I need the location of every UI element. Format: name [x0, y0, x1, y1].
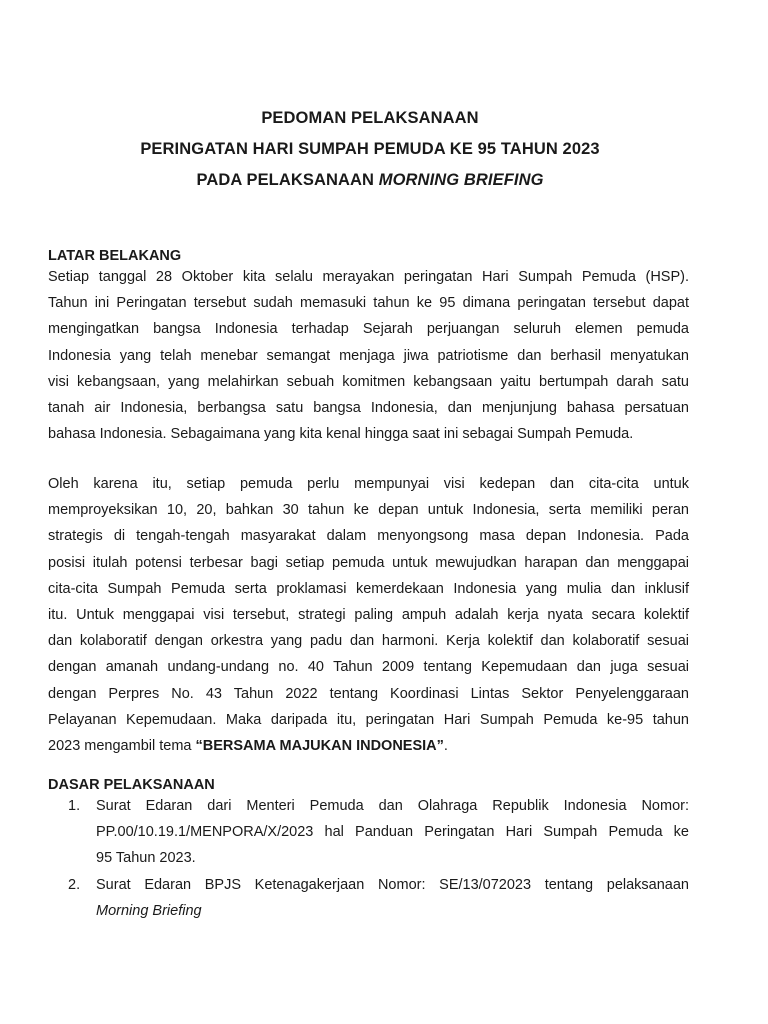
list-item-line: 95 Tahun 2023. — [96, 850, 196, 867]
paragraph-line: Pelayanan Kepemudaan. Maka daripada itu, peringatan Hari Sumpah Pemuda ke-95 tahun — [48, 711, 689, 728]
list-item-line: PP.00/10.19.1/MENPORA/X/2023 hal Panduan Peringatan Hari Sumpah Pemuda ke — [96, 824, 689, 841]
list-item-number: 2. — [68, 876, 81, 893]
paragraph-line: Indonesia yang telah menebar semangat menjaga jiwa patriotisme dan berhasil menyatukan — [48, 347, 689, 364]
document-title — [0, 103, 740, 196]
paragraph-line: bahasa Indonesia. Sebagaimana yang kita kenal hingga saat ini sebagai Sumpah Pemuda. — [48, 426, 634, 443]
list-item-line-italic: Morning Briefing — [96, 902, 202, 919]
theme-prefix: 2023 mengambil tema — [48, 738, 196, 755]
title-line-3-text: PADA PELAKSANAAN — [196, 171, 379, 189]
list-item-line: Surat Edaran BPJS Ketenagakerjaan Nomor: SE/13/072023 tentang pelaksanaan — [96, 876, 689, 893]
paragraph-line: itu. Untuk menggapai visi tersebut, strategi paling ampuh adalah kerja nyata secara kolektif — [48, 607, 689, 624]
paragraph-line: dengan amanah undang-undang no. 40 Tahun 2009 tentang Kepemudaan dan juga sesuai — [48, 659, 689, 676]
paragraph-line: posisi itulah potensi terbesar bagi setiap pemuda untuk mewujudkan harapan dan menggapai — [48, 554, 689, 571]
paragraph-latar-belakang-1 — [48, 264, 689, 447]
paragraph-line: visi kebangsaan, yang melahirkan sebuah komitmen kebangsaan yaitu bertumpah darah satu — [48, 373, 689, 390]
theme-title: “BERSAMA MAJUKAN INDONESIA” — [195, 738, 444, 755]
title-line-3 — [0, 165, 740, 196]
paragraph-line: strategis di tengah-tengah masyarakat dalam menyongsong masa depan Indonesia. Pada — [48, 528, 689, 545]
paragraph-line: dan kolaboratif dengan orkestra yang padu dan harmoni. Kerja kolektif dan kolaboratif sesuai — [48, 633, 689, 650]
title-line-3-italic: MORNING BRIEFING — [378, 171, 544, 189]
list-item-line: Surat Edaran dari Menteri Pemuda dan Olahraga Republik Indonesia Nomor: — [96, 798, 689, 814]
list-item-number: 1. — [68, 798, 81, 814]
paragraph-line: dengan Perpres No. 43 Tahun 2022 tentang Koordinasi Lintas Sektor Penyelenggaraan — [48, 685, 689, 702]
list-item — [48, 793, 689, 872]
paragraph-line: memproyeksikan 10, 20, bahkan 30 tahun ke depan untuk Indonesia, serta memiliki peran — [48, 502, 689, 519]
paragraph-line: Setiap tanggal 28 Oktober kita selalu merayakan peringatan Hari Sumpah Pemuda (HSP). — [48, 269, 689, 285]
theme-suffix: . — [443, 738, 448, 755]
title-line-1: PEDOMAN PELAKSANAAN — [261, 109, 479, 127]
paragraph-latar-belakang-2 — [48, 471, 689, 759]
paragraph-line: cita-cita Sumpah Pemuda serta proklamasi kemerdekaan Indonesia yang mulia dan inklusif — [48, 580, 689, 597]
paragraph-line-theme — [48, 733, 689, 759]
dasar-pelaksanaan-list — [48, 793, 689, 924]
heading-latar-belakang: LATAR BELAKANG — [48, 248, 182, 264]
paragraph-line: mengingatkan bangsa Indonesia terhadap Sejarah perjuangan seluruh elemen pemuda — [48, 321, 689, 338]
heading-dasar-pelaksanaan: DASAR PELAKSANAAN — [48, 777, 215, 793]
paragraph-line: Tahun ini Peringatan tersebut sudah memasuki tahun ke 95 dimana peringatan tersebut dapat — [48, 295, 689, 312]
paragraph-line: Oleh karena itu, setiap pemuda perlu mempunyai visi kedepan dan cita-cita untuk — [48, 476, 689, 492]
title-line-2: PERINGATAN HARI SUMPAH PEMUDA KE 95 TAHUN 2023 — [140, 140, 600, 158]
list-item — [48, 872, 689, 924]
paragraph-line: tanah air Indonesia, berbangsa satu bangsa Indonesia, dan menjunjung bahasa persatuan — [48, 400, 689, 417]
